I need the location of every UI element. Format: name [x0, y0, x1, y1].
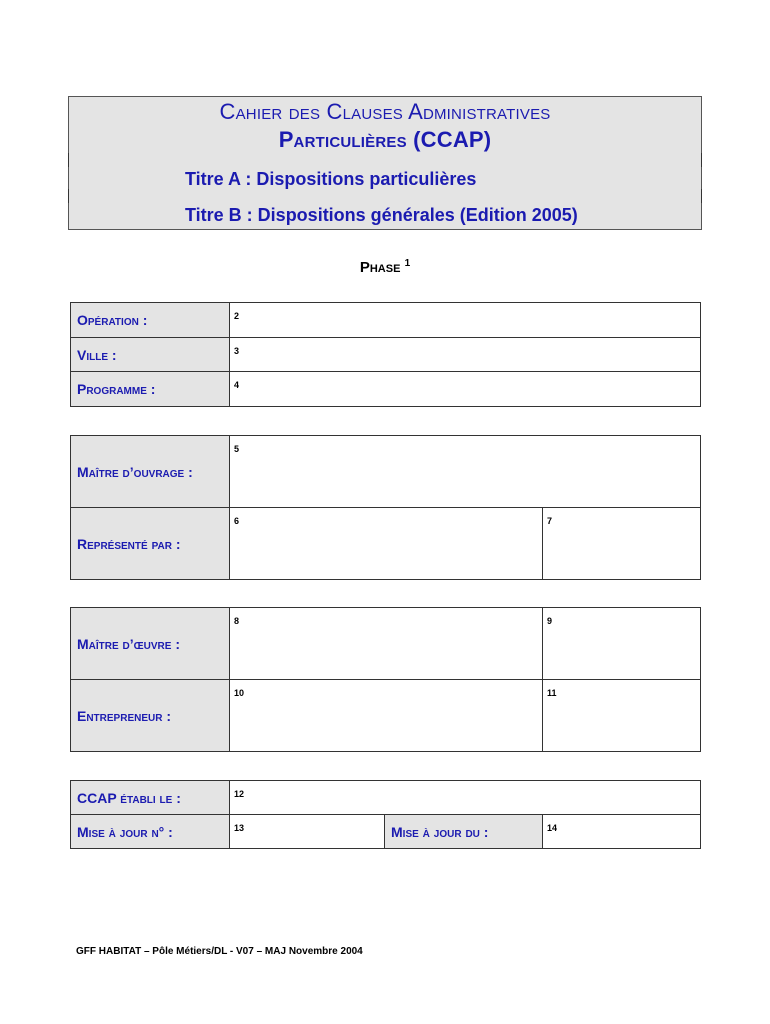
- entrepreneur-field-a[interactable]: [230, 680, 543, 752]
- footnote-marker: 13: [234, 823, 245, 833]
- border-tick: [701, 189, 702, 203]
- footnote-marker: 6: [234, 516, 240, 526]
- titre-b: Titre B : Dispositions générales (Edition 2005): [185, 205, 578, 225]
- represente-label: Représenté par :: [71, 508, 230, 580]
- ccap-etabli-label: CCAP établi le :: [71, 781, 230, 815]
- border-tick: [68, 153, 69, 167]
- maitre-oeuvre-field-b[interactable]: [543, 608, 701, 680]
- entrepreneur-label: Entrepreneur :: [71, 680, 230, 752]
- mise-a-jour-du-label: Mise à jour du :: [385, 815, 543, 849]
- mise-a-jour-no-label: Mise à jour n° :: [71, 815, 230, 849]
- maitre-oeuvre-label: Maître d’œuvre :: [71, 608, 230, 680]
- footnote-marker: 3: [234, 346, 240, 356]
- maitre-ouvrage-label: Maître d’ouvrage :: [71, 436, 230, 508]
- title-box: [68, 96, 702, 230]
- programme-label: Programme :: [71, 372, 230, 407]
- programme-field[interactable]: [230, 372, 701, 407]
- footnote-marker: 4: [234, 380, 240, 390]
- mise-a-jour-du-field[interactable]: [543, 815, 701, 849]
- phase-footnote: 1: [404, 258, 411, 269]
- footnote-marker: 14: [547, 823, 558, 833]
- border-tick: [68, 189, 69, 203]
- represente-field-a[interactable]: [230, 508, 543, 580]
- document-title-line1: Cahier des Clauses Administratives: [219, 99, 551, 124]
- maitre-ouvrage-table: [70, 435, 701, 580]
- titre-a: Titre A : Dispositions particulières: [185, 169, 477, 189]
- footnote-marker: 8: [234, 616, 240, 626]
- footnote-marker: 10: [234, 688, 245, 698]
- maitre-oeuvre-field-a[interactable]: [230, 608, 543, 680]
- footnote-marker: 7: [547, 516, 553, 526]
- ville-field[interactable]: [230, 338, 701, 372]
- operation-table: [70, 302, 701, 407]
- operation-label: Opération :: [71, 303, 230, 338]
- ccap-etabli-field[interactable]: [230, 781, 701, 815]
- footnote-marker: 5: [234, 444, 240, 454]
- footnote-marker: 11: [547, 688, 557, 698]
- maitre-oeuvre-table: [70, 607, 701, 752]
- footnote-marker: 2: [234, 311, 240, 321]
- mise-a-jour-no-field[interactable]: [230, 815, 385, 849]
- ccap-dates-table: [70, 780, 701, 849]
- entrepreneur-field-b[interactable]: [543, 680, 701, 752]
- footnote-marker: 9: [547, 616, 553, 626]
- page-footer: GFF HABITAT – Pôle Métiers/DL - V07 – MAJ Novembre 2004: [76, 946, 363, 957]
- document-title-line2: Particulières (CCAP): [278, 127, 492, 152]
- footnote-marker: 12: [234, 789, 245, 799]
- maitre-ouvrage-field[interactable]: [230, 436, 701, 508]
- phase-label: Phase: [359, 259, 401, 276]
- ville-label: Ville :: [71, 338, 230, 372]
- operation-field[interactable]: [230, 303, 701, 338]
- border-tick: [701, 153, 702, 167]
- represente-field-b[interactable]: [543, 508, 701, 580]
- phase-heading: [0, 258, 770, 276]
